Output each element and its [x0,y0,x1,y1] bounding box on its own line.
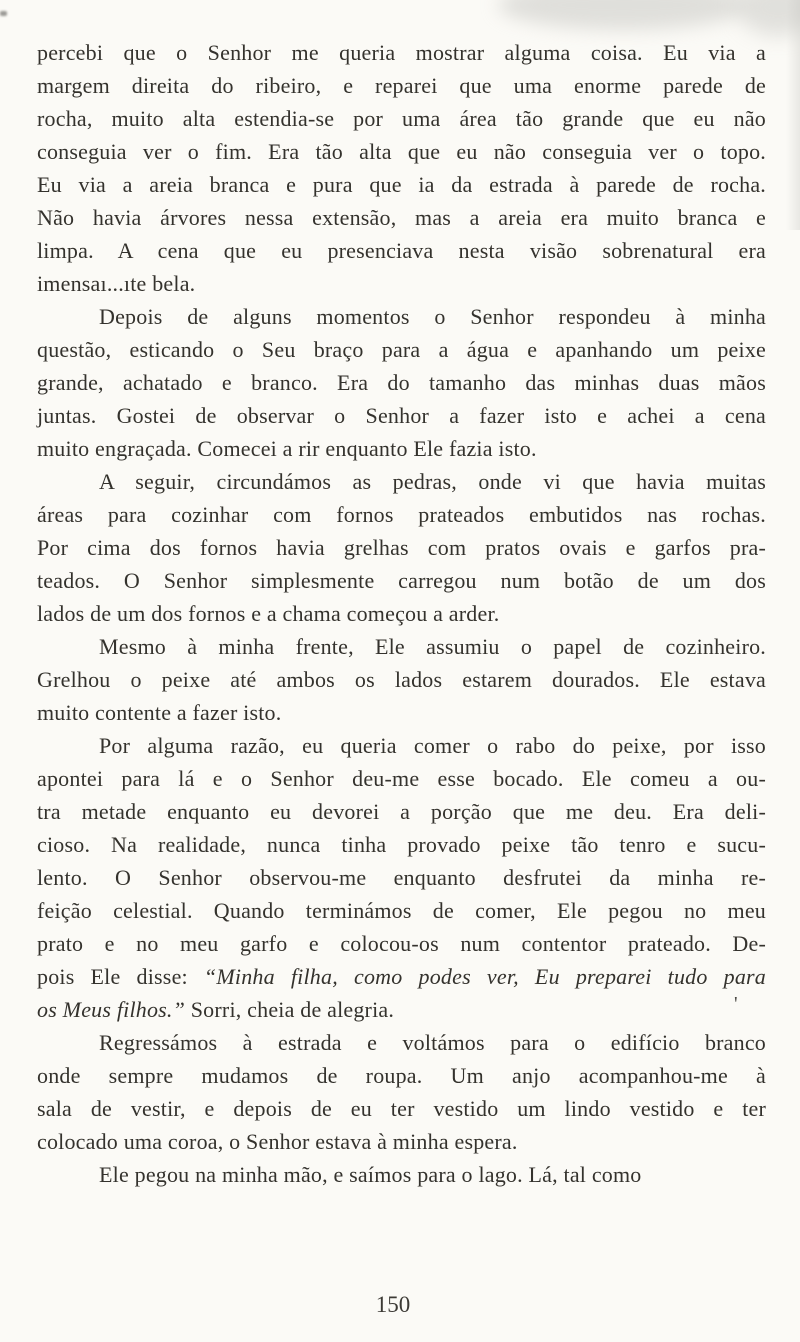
text-line: percebi que o Senhor me queria mostrar alguma coisa. Eu via a [37,40,766,65]
text-line: Por cima dos fornos havia grelhas com pratos ovais e garfos pra- [37,535,766,560]
text-line: Mesmo à minha frente, Ele assumiu o papel de cozinheiro. [99,634,766,659]
text-line: conseguia ver o fim. Era tão alta que eu não conseguia ver o topo. [37,139,766,164]
text-line: Por alguma razão, eu queria comer o rabo do peixe, por isso [99,733,766,758]
text-line: Não havia árvores nessa extensão, mas a areia era muito branca e [37,205,766,230]
italic-text-segment: os Meus filhos.” [37,997,191,1022]
text-line: lados de um dos fornos e a chama começou a arder. [37,601,500,626]
text-line: muito contente a fazer isto. [37,700,282,725]
text-line: margem direita do ribeiro, e reparei que uma enorme parede de [37,73,766,98]
text-line: onde sempre mudamos de roupa. Um anjo acompanhou-me à [37,1063,766,1088]
text-line: Regressámos à estrada e voltámos para o edifício branco [99,1030,766,1055]
text-segment: pois Ele disse: [37,964,204,989]
text-line: apontei para lá e o Senhor deu-me esse bocado. Ele comeu a ou- [37,766,766,791]
text-line: Grelhou o peixe até ambos os lados estarem dourados. Ele estava [37,667,766,692]
text-line: cioso. Na realidade, nunca tinha provado peixe tão tenro e sucu- [37,832,766,857]
text-line: Eu via a areia branca e pura que ia da estrada à parede de rocha. [37,172,766,197]
text-line: teados. O Senhor simplesmente carregou num botão de um dos [37,568,766,593]
text-line: colocado uma coroa, o Senhor estava à minha espera. [37,1129,518,1154]
text-line: lento. O Senhor observou-me enquanto desfrutei da minha re- [37,865,766,890]
text-line: feição celestial. Quando terminámos de comer, Ele pegou no meu [37,898,766,923]
text-line: limpa. A cena que eu presenciava nesta visão sobrenatural era [37,238,766,263]
scan-artifact-mark: ' [734,993,738,1015]
text-line [37,993,766,1026]
text-line: Depois de alguns momentos o Senhor respondeu à minha [99,304,766,329]
text-segment: Sorri, cheia de alegria. [190,997,395,1022]
italic-text-segment: “Minha filha, como podes ver, Eu preparei tudo para [203,964,766,989]
text-line: A seguir, circundámos as pedras, onde vi que havia muitas [99,469,766,494]
text-line: muito engraçada. Comecei a rir enquanto Ele fazia isto. [37,436,537,461]
text-line: questão, esticando o Seu braço para a água e apanhando um peixe [37,337,766,362]
text-line: tra metade enquanto eu devorei a porção que me deu. Era deli- [37,799,766,824]
scan-speck [0,11,7,16]
text-line: sala de vestir, e depois de eu ter vestido um lindo vestido e ter [37,1096,766,1121]
text-line: rocha, muito alta estendia-se por uma área tão grande que eu não [37,106,766,131]
page-text [37,36,766,1191]
text-line: grande, achatado e branco. Era do tamanho das minhas duas mãos [37,370,766,395]
text-line: prato e no meu garfo e colocou-os num contentor prateado. De- [37,931,766,956]
text-line: áreas para cozinhar com fornos prateados embutidos nas rochas. [37,502,766,527]
text-line [37,960,766,993]
text-line: juntas. Gostei de observar o Senhor a fazer isto e achei a cena [37,403,766,428]
scan-shadow-top [498,0,750,30]
page-number: 150 [375,1292,411,1317]
text-line: Ele pegou na minha mão, e saímos para o lago. Lá, tal como [99,1162,642,1187]
text-line: imensaı...ıte bela. [37,271,196,296]
scan-shadow-right-edge [786,0,800,230]
